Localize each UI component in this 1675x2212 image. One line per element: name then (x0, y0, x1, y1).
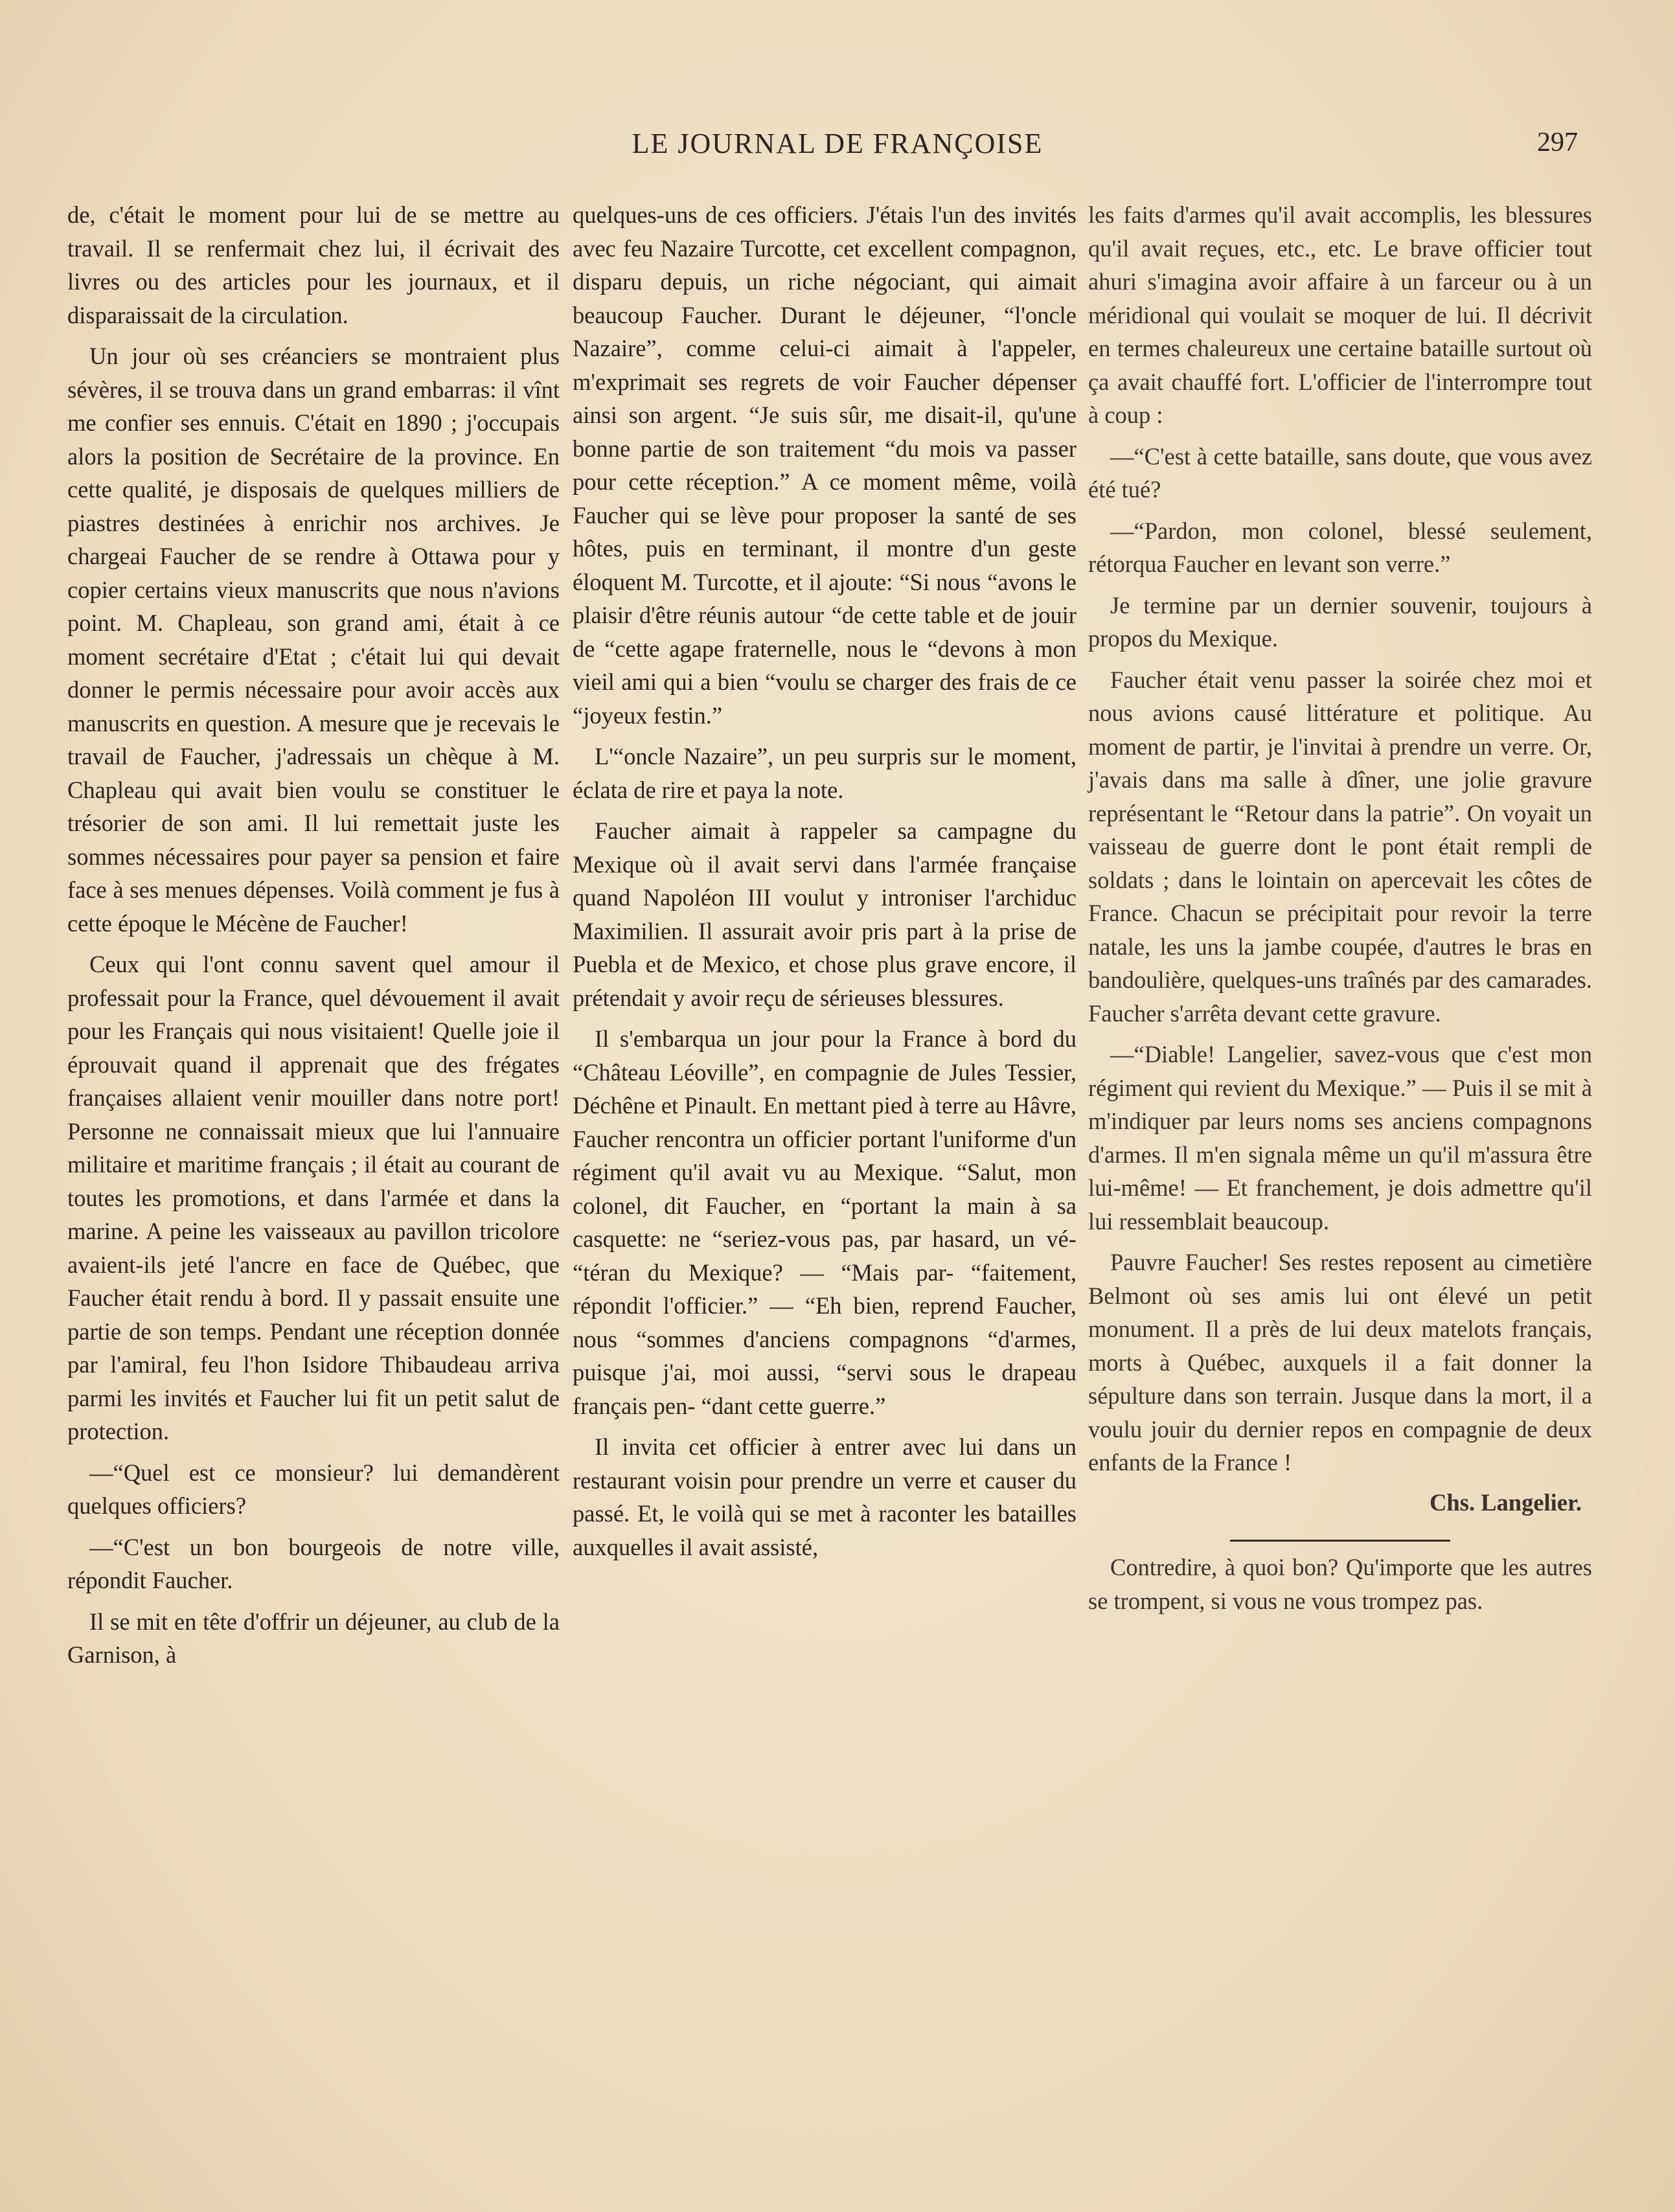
paragraph: L'“oncle Nazaire”, un peu surpris sur le moment, éclata de rire et paya la note. (573, 743, 1077, 803)
paragraph: Je termine par un dernier souvenir, toujours à propos du Mexique. (1088, 591, 1592, 652)
paragraph: —“Pardon, mon colonel, blessé seulement, rétorqua Faucher en levant son verre.” (1088, 517, 1592, 577)
closing-maxim: Contredire, à quoi bon? Qu'importe que les autres se trompent, si vous ne vous trompez pas. (1088, 1554, 1592, 1614)
separator-rule (1230, 1540, 1450, 1542)
paragraph: de, c'était le moment pour lui de se mettre au travail. Il se renfermait chez lui, il écrivait des livres ou des articles pour les journaux, et il disparaissait de la circulation. (67, 201, 560, 328)
paragraph: —“C'est à cette bataille, sans doute, que vous avez été tué? (1088, 442, 1592, 503)
paragraph: Un jour où ses créanciers se montraient plus sévères, il se trouva dans un grand embarras: il vînt me confier ses ennuis. C'était en 1890 ; j'occupais alors la position de Secrétaire de la province. En cette qualité, je disposais de quelques milliers de piastres destinées à enrichir nos archives. Je chargeai Faucher de se rendre à Ottawa pour y copier certains vieux manuscrits que nous n'avions point. M. Chapleau, son grand ami, était à ce moment secrétaire d'Etat ; c'était lui qui devait donner le permis nécessaire pour avoir accès aux manuscrits en question. A mesure que je recevais le travail de Faucher, j'adressais un chèque à M. Chapleau qui avait bien voulu se constituer le trésorier de son ami. Il lui remettait juste les sommes nécessaires pour payer sa pension et faire face à ses menues dépenses. Voilà comment je fus à cette époque le Mécène de Faucher! (67, 343, 560, 937)
paragraph: —“C'est un bon bourgeois de notre ville, répondit Faucher. (67, 1533, 560, 1593)
page-header (0, 127, 1675, 172)
paragraph: Il s'embarqua un jour pour la France à bord du “Château Léoville”, en compagnie de Jules Tessier, Déchêne et Pinault. En mettant pied à terre au Hâvre, Faucher rencontra un officier portant l'uniforme d'un régiment qu'il avait vu au Mexique. “Salut, mon colonel, dit Faucher, en “portant la main à sa casquette: ne “seriez-vous pas, par hasard, un vé- “téran du Mexique? — “Mais par- “faitement, répondit l'officier.” — “Eh bien, reprend Faucher, nous “sommes d'anciens compagnons “d'armes, puisque j'ai, moi aussi, “servi sous le drapeau français pen- “dant cette guerre.” (573, 1025, 1077, 1419)
journal-title: LE JOURNAL DE FRANÇOISE (632, 128, 1043, 159)
paragraph: les faits d'armes qu'il avait accomplis, les blessures qu'il avait reçues, etc., etc. Le brave officier tout ahuri s'imagina avoir affaire à un farceur ou à un méridional qui voulait se moquer de lui. Il décrivit en termes chaleureux une certaine bataille surtout où ça avait chauffé fort. L'officier de l'interrompre tout à coup : (1088, 201, 1592, 428)
author-signature: Chs. Langelier. (1430, 1488, 1582, 1516)
text-column-2 (573, 198, 1077, 1564)
paragraph: Ceux qui l'ont connu savent quel amour il professait pour la France, quel dévouement il avait pour les Français qui nous visitaient! Quelle joie il éprouvait quand il apprenait que des frégates françaises allaient venir mouiller dans notre port! Personne ne connaissait mieux que lui l'annuaire militaire et maritime français ; il était au courant de toutes les promotions, et dans l'armée et dans la marine. A peine les vaisseaux au pavillon tricolore avaient-ils jeté l'ancre en face de Québec, que Faucher était rendu à bord. Il y passait ensuite une partie de son temps. Pendant une réception donnée par l'amiral, feu l'hon Isidore Thibaudeau arriva parmi les invités et Faucher lui fit un petit salut de protection. (67, 951, 560, 1444)
paragraph: Pauvre Faucher! Ses restes reposent au cimetière Belmont où ses amis lui ont élevé un petit monument. Il a près de lui deux matelots français, morts à Québec, auxquels il a fait donner la sépulture dans son terrain. Jusque dans la mort, il a voulu jouir du dernier repos en compagnie de deux enfants de la France ! (1088, 1249, 1592, 1476)
paragraph: Faucher était venu passer la soirée chez moi et nous avions causé littérature et politique. Au moment de partir, je l'invitai à prendre un verre. Or, j'avais dans ma salle à dîner, une jolie gravure représentant le “Retour dans la patrie”. On voyait un vaisseau de guerre dont le pont était rempli de soldats ; dans le lointain on apercevait les côtes de France. Chacun se précipitait pour revoir la terre natale, les uns la jambe coupée, d'autres le bras en bandoulière, quelques-uns traînés par des camarades. Faucher s'arrêta devant cette gravure. (1088, 666, 1592, 1027)
text-column-3 (1088, 198, 1592, 1617)
paragraph: —“Quel est ce monsieur? lui demandèrent quelques officiers? (67, 1459, 560, 1519)
text-column-1 (67, 198, 560, 1672)
paragraph: Il se mit en tête d'offrir un déjeuner, au club de la Garnison, à (67, 1608, 560, 1668)
paragraph: Il invita cet officier à entrer avec lui dans un restaurant voisin pour prendre un verre et causer du passé. Et, le voilà qui se met à raconter les batailles auxquelles il avait assisté, (573, 1433, 1077, 1560)
paragraph: Faucher aimait à rappeler sa campagne du Mexique où il avait servi dans l'armée française quand Napoléon III voulut y introniser l'archiduc Maximilien. Il assurait avoir pris part à la prise de Puebla et de Mexico, et chose plus grave encore, il prétendait y avoir reçu de sérieuses blessures. (573, 817, 1077, 1011)
page-number: 297 (1537, 128, 1578, 157)
paragraph: —“Diable! Langelier, savez-vous que c'est mon régiment qui revient du Mexique.” — Puis il se mit à m'indiquer par leurs noms ses anciens compagnons d'armes. Il m'en signala même un qu'il m'assura être lui-même! — Et franchement, je dois admettre qu'il lui ressemblait beaucoup. (1088, 1041, 1592, 1235)
paragraph: quelques-uns de ces officiers. J'étais l'un des invités avec feu Nazaire Turcotte, cet excellent compagnon, disparu depuis, un riche négociant, qui aimait beaucoup Faucher. Durant le déjeuner, “l'oncle Nazaire”, comme celui-ci aimait à l'appeler, m'exprimait ses regrets de voir Faucher dépenser ainsi son argent. “Je suis sûr, me disait-il, qu'une bonne partie de son traitement “du mois va passer pour cette réception.” A ce moment même, voilà Faucher qui se lève pour proposer la santé de ses hôtes, puis en terminant, il montre d'un geste éloquent M. Turcotte, et il ajoute: “Si nous “avons le plaisir d'être réunis autour “de cette table et de jouir de “cette agape fraternelle, nous le “devons à mon vieil ami qui a bien “voulu se charger des frais de ce “joyeux festin.” (573, 201, 1077, 729)
